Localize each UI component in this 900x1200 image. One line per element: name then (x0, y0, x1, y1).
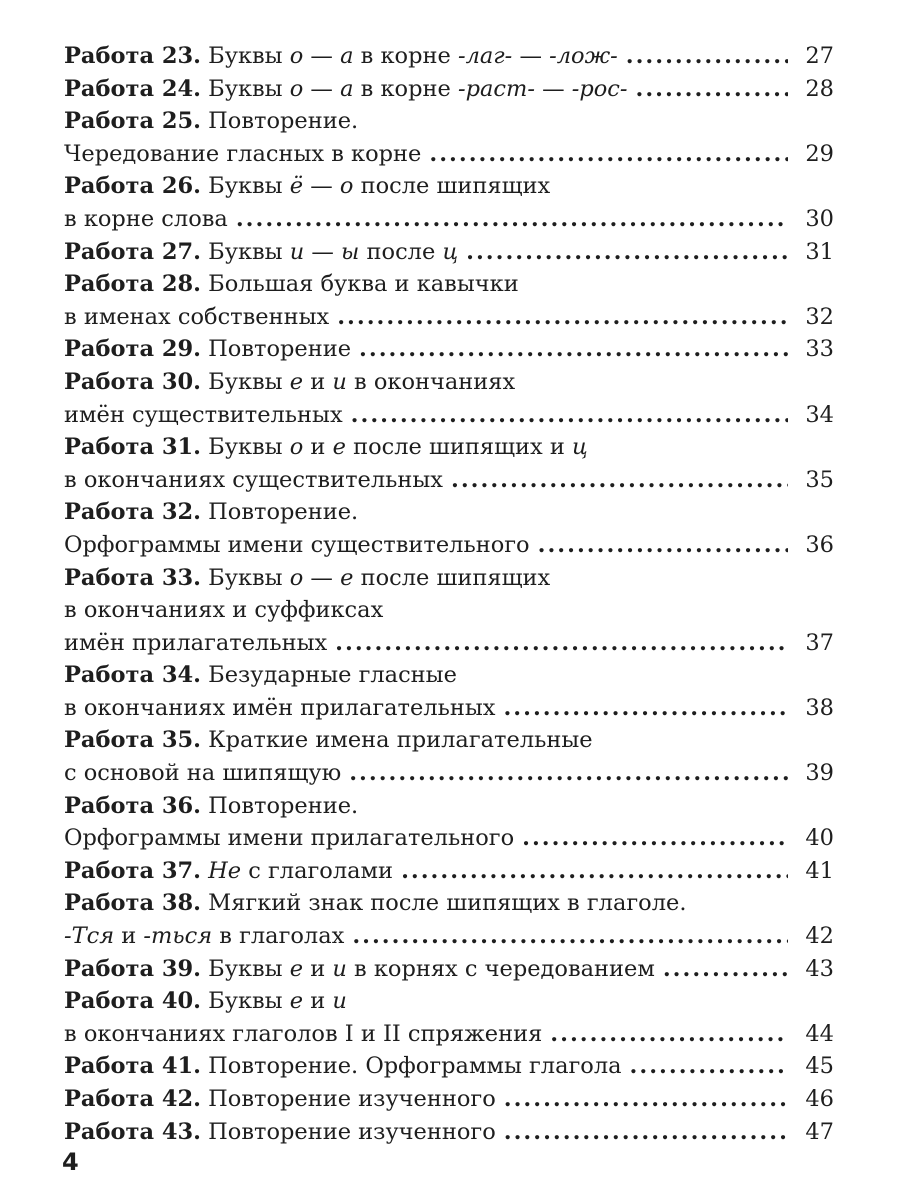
toc-page-number: 47 (805, 1118, 834, 1145)
title-text: — (303, 173, 340, 200)
title-text: после шипящих (353, 564, 551, 591)
title-text: Большая буква и кавычки (201, 271, 519, 298)
toc-line (64, 529, 834, 562)
work-number: Работа 43. (64, 1118, 202, 1145)
italic-text: е (289, 368, 304, 395)
toc-line (64, 627, 834, 660)
dot-leader (351, 399, 788, 432)
title-text: в окончаниях и суффиксах (64, 597, 384, 624)
toc-page-number: 45 (805, 1053, 834, 1080)
work-number: Работа 34. (64, 662, 202, 689)
toc-entry (64, 724, 834, 789)
toc-entry (64, 236, 834, 269)
title-text: в корнях с чередованием (346, 955, 655, 982)
title-text: — (304, 238, 342, 265)
toc-title-text (64, 692, 495, 725)
toc-title-text (64, 594, 383, 627)
work-number: Работа 25. (64, 108, 202, 135)
work-number: Работа 38. (64, 890, 202, 917)
toc-title-text (64, 301, 329, 334)
dot-leader (636, 73, 788, 106)
toc-entry (64, 659, 834, 724)
toc-page-number: 42 (805, 923, 834, 950)
italic-text: о (339, 173, 354, 200)
toc-line (64, 399, 834, 432)
title-text: Безударные гласные (201, 662, 457, 689)
title-text: Чередование гласных в корне (64, 140, 422, 167)
toc-line (64, 790, 834, 823)
title-text: имён прилагательных (64, 629, 328, 656)
italic-text: Не (208, 857, 242, 884)
toc-title-text (64, 1083, 496, 1116)
title-text: имён существительных (64, 401, 343, 428)
italic-text: ц (442, 238, 459, 265)
toc-line (64, 1116, 834, 1149)
toc-title-text (64, 855, 393, 888)
toc-title-text (64, 757, 341, 790)
toc-line (64, 170, 834, 203)
toc-page-number: 41 (805, 857, 834, 884)
dot-leader (504, 1116, 788, 1149)
dot-leader (359, 333, 788, 366)
italic-text: -ться (143, 923, 213, 950)
italic-text: а (340, 75, 354, 102)
title-text: с глаголами (241, 857, 394, 884)
title-text: в окончаниях имён прилагательных (64, 694, 496, 721)
toc-page-number: 27 (805, 43, 834, 69)
italic-text: -рос- (571, 75, 628, 102)
work-number: Работа 40. (64, 988, 202, 1015)
toc-title-text (64, 496, 358, 529)
dot-leader (337, 301, 788, 334)
title-text: Орфограммы имени прилагательного (64, 825, 515, 852)
toc-entry (64, 496, 834, 561)
title-text: Повторение изученного (201, 1118, 496, 1145)
toc-title-text (64, 953, 655, 986)
dot-leader (466, 236, 788, 269)
title-text: — (512, 43, 550, 69)
italic-text: о (289, 75, 304, 102)
italic-text: о (289, 43, 304, 69)
toc-line (64, 724, 834, 757)
title-text: — (303, 43, 341, 69)
italic-text: -Тся (64, 923, 115, 950)
title-text: Повторение. Орфограммы глагола (201, 1053, 622, 1080)
toc-line (64, 562, 834, 595)
work-number: Работа 32. (64, 499, 202, 526)
dot-leader (538, 529, 788, 562)
work-number: Работа 39. (64, 955, 202, 982)
title-text: Повторение. (201, 792, 359, 819)
dot-leader (503, 692, 788, 725)
toc-line (64, 1050, 834, 1083)
dot-leader (429, 138, 788, 171)
work-number: Работа 24. (64, 75, 202, 102)
title-text: Буквы (201, 564, 290, 591)
title-text: Мягкий знак после шипящих в глаголе. (201, 890, 687, 917)
page-number: 4 (62, 1148, 79, 1176)
title-text: Буквы (201, 238, 290, 265)
work-number: Работа 42. (64, 1086, 202, 1112)
title-text: в корне (353, 43, 458, 69)
italic-text: о (289, 434, 304, 461)
title-text: и (303, 988, 333, 1015)
toc-title-text (64, 822, 514, 855)
italic-text: -лаг- (457, 43, 513, 69)
italic-text: и (289, 238, 305, 265)
toc-entry (64, 268, 834, 333)
toc-line (64, 40, 834, 73)
toc-line (64, 692, 834, 725)
toc-entry (64, 1050, 834, 1083)
toc-line (64, 203, 834, 236)
italic-text: и (332, 368, 347, 395)
toc-page-number: 33 (805, 336, 834, 363)
title-text: после (359, 238, 443, 265)
toc-line (64, 496, 834, 529)
title-text: и (303, 368, 333, 395)
toc-title-text (64, 268, 519, 301)
toc-title-text (64, 399, 343, 432)
toc-entry (64, 105, 834, 170)
toc-line (64, 464, 834, 497)
title-text: в окончаниях глаголов I и II спряжения (64, 1020, 543, 1047)
toc-title-text (64, 366, 515, 399)
dot-leader (504, 1083, 788, 1116)
toc-entry (64, 1083, 834, 1116)
italic-text: ё (289, 173, 304, 200)
work-number: Работа 26. (64, 173, 202, 200)
title-text: в именах собственных (64, 303, 330, 330)
toc-line (64, 594, 834, 627)
italic-text: и (332, 955, 347, 982)
toc-title-text (64, 1116, 496, 1149)
toc-title-text (64, 40, 618, 73)
toc-entry (64, 40, 834, 73)
toc-title-text (64, 790, 358, 823)
toc-title-text (64, 464, 443, 497)
title-text: в окончаниях существительных (64, 466, 443, 493)
dot-leader (663, 953, 788, 986)
toc-page-number: 46 (805, 1086, 834, 1112)
toc-entry (64, 855, 834, 888)
toc-line (64, 1018, 834, 1051)
work-number: Работа 30. (64, 368, 202, 395)
toc-title-text (64, 724, 593, 757)
toc-line (64, 236, 834, 269)
toc-entry (64, 1116, 834, 1149)
toc-entry (64, 73, 834, 106)
title-text: — (303, 75, 341, 102)
toc-line (64, 333, 834, 366)
title-text: с основой на шипящую (64, 760, 342, 787)
title-text: Буквы (201, 434, 290, 461)
toc-page-number: 32 (805, 303, 834, 330)
table-of-contents (64, 40, 834, 1148)
toc-line (64, 855, 834, 888)
title-text: Буквы (201, 955, 290, 982)
toc-title-text (64, 170, 550, 203)
toc-page-number: 44 (805, 1020, 834, 1047)
toc-page-number: 40 (805, 825, 834, 852)
toc-title-text (64, 1050, 622, 1083)
italic-text: е (332, 434, 346, 461)
toc-entry (64, 333, 834, 366)
toc-title-text (64, 529, 530, 562)
title-text: и (303, 955, 333, 982)
toc-line (64, 1083, 834, 1116)
toc-title-text (64, 1018, 542, 1051)
toc-title-text (64, 333, 351, 366)
italic-text: е (289, 955, 304, 982)
italic-text: о (289, 564, 304, 591)
dot-leader (335, 627, 788, 660)
title-text: после шипящих (353, 173, 551, 200)
toc-title-text (64, 887, 686, 920)
toc-line (64, 985, 834, 1018)
title-text: Краткие имена прилагательные (201, 727, 593, 754)
work-number: Работа 37. (64, 857, 202, 884)
work-number: Работа 35. (64, 727, 202, 754)
toc-entry (64, 366, 834, 431)
toc-page-number: 43 (805, 955, 834, 982)
toc-line (64, 757, 834, 790)
dot-leader (349, 757, 788, 790)
work-number: Работа 28. (64, 271, 202, 298)
dot-leader (451, 464, 788, 497)
toc-page-number: 35 (805, 466, 834, 493)
toc-page-number: 37 (805, 629, 834, 656)
title-text: Буквы (201, 988, 290, 1015)
toc-title-text (64, 73, 628, 106)
title-text: Повторение. (201, 499, 359, 526)
work-number: Работа 23. (64, 43, 202, 69)
toc-entry (64, 170, 834, 235)
toc-line (64, 953, 834, 986)
toc-title-text (64, 627, 327, 660)
dot-leader (626, 40, 788, 73)
toc-page-number: 28 (805, 75, 834, 102)
work-number: Работа 36. (64, 792, 202, 819)
work-number: Работа 31. (64, 434, 202, 461)
title-text: — (534, 75, 572, 102)
italic-text: е (340, 564, 354, 591)
toc-title-text (64, 431, 588, 464)
title-text: — (303, 564, 341, 591)
toc-line (64, 268, 834, 301)
title-text: в окончаниях (346, 368, 516, 395)
toc-page-number: 29 (805, 140, 834, 167)
toc-line (64, 105, 834, 138)
title-text: Повторение. (201, 108, 359, 135)
work-number: Работа 27. (64, 238, 202, 265)
toc-line (64, 920, 834, 953)
toc-line (64, 887, 834, 920)
title-text: и (114, 923, 144, 950)
toc-line (64, 138, 834, 171)
title-text: в корне слова (64, 205, 228, 232)
toc-page-number: 34 (805, 401, 834, 428)
work-number: Работа 33. (64, 564, 202, 591)
title-text: Буквы (201, 43, 290, 69)
toc-title-text (64, 985, 347, 1018)
dot-leader (550, 1018, 788, 1051)
toc-entry (64, 985, 834, 1050)
toc-page-number: 30 (805, 205, 834, 232)
toc-title-text (64, 920, 344, 953)
toc-entry (64, 562, 834, 660)
toc-title-text (64, 138, 421, 171)
title-text: Буквы (201, 75, 290, 102)
title-text: в корне (353, 75, 458, 102)
dot-leader (236, 203, 788, 236)
toc-entry (64, 953, 834, 986)
toc-title-text (64, 105, 358, 138)
toc-title-text (64, 236, 458, 269)
toc-entry (64, 431, 834, 496)
work-number: Работа 29. (64, 336, 202, 363)
dot-leader (630, 1050, 788, 1083)
toc-line (64, 431, 834, 464)
title-text: Повторение (201, 336, 352, 363)
title-text: и (303, 434, 333, 461)
toc-title-text (64, 203, 228, 236)
toc-page-number: 31 (805, 238, 834, 265)
dot-leader (401, 855, 788, 888)
toc-page-number: 38 (805, 694, 834, 721)
title-text: Буквы (201, 173, 290, 200)
toc-entry (64, 887, 834, 952)
title-text: в глаголах (212, 923, 345, 950)
toc-line (64, 73, 834, 106)
italic-text: -раст- (457, 75, 535, 102)
toc-line (64, 301, 834, 334)
italic-text: ы (341, 238, 360, 265)
title-text: Орфограммы имени существительного (64, 531, 530, 558)
italic-text: а (340, 43, 354, 69)
italic-text: е (289, 988, 304, 1015)
title-text: после шипящих и (345, 434, 572, 461)
title-text: Повторение изученного (201, 1086, 496, 1112)
dot-leader (522, 822, 788, 855)
toc-page-number: 36 (805, 531, 834, 558)
toc-entry (64, 790, 834, 855)
toc-title-text (64, 659, 457, 692)
italic-text: -лож- (549, 43, 618, 69)
title-text: Буквы (201, 368, 290, 395)
toc-line (64, 822, 834, 855)
italic-text: ц (572, 434, 588, 461)
work-number: Работа 41. (64, 1053, 202, 1080)
toc-page-number: 39 (805, 760, 834, 787)
dot-leader (352, 920, 788, 953)
toc-line (64, 366, 834, 399)
toc-title-text (64, 562, 550, 595)
toc-line (64, 659, 834, 692)
italic-text: и (332, 988, 347, 1015)
